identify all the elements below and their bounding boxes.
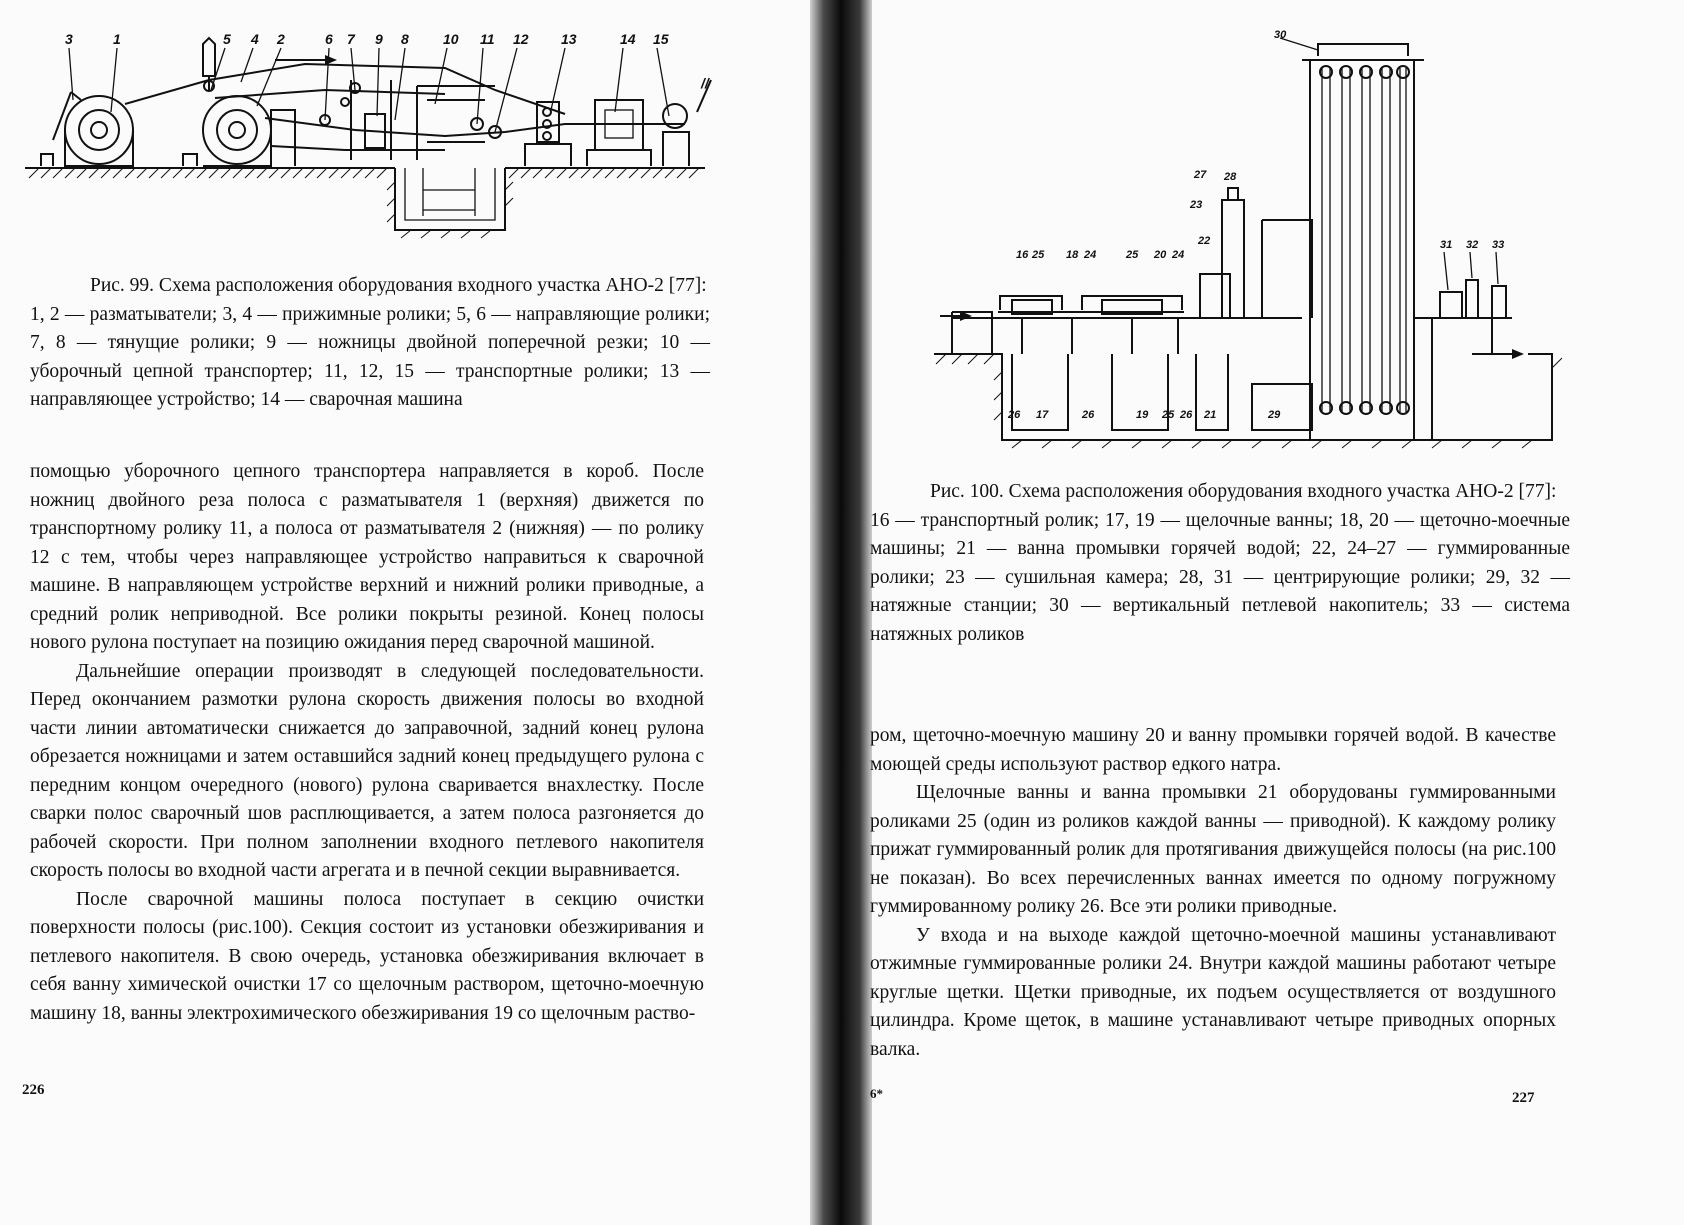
callout-20: 20 (1154, 249, 1167, 261)
figure-99-title: Рис. 99. Схема расположения оборудования входного участка АНО-2 [77]: (90, 275, 707, 296)
left-paragraph-1: помощью уборочного цепного транспортера направляется в короб. После ножниц двойного реза полоса с разматывателя 1 (верхняя) движется по транспортному ролику 11, а полоса от разматывателя 2 (нижняя) — по ролику 12 с тем, чтобы через направляющее устройство направиться к сварочной машине. В направляющем устройстве верхний и нижний ролики приводные, а средний ролик неприводной. Все ролики покрыты резиной. Конец полосы нового рулона поступает на позицию ожидания перед сварочной машиной. (30, 461, 704, 653)
right-paragraph-2: Щелочные ванны и ванна промывки 21 оборудованы гуммированными роликами 25 (один из роликов каждой ванны — приводной). К каждому ролику прижат гуммированный ролик для протягивания движущейся полосы (на рис.100 не показан). Во всех перечисленных ваннах имеется по одному погружному гуммированному ролику 26. Все эти ролики приводные. (870, 782, 1556, 917)
callout-31: 31 (1440, 239, 1453, 251)
right-body-text (870, 722, 1556, 1064)
callout-28: 28 (1224, 171, 1237, 183)
callout-21: 21 (1204, 409, 1217, 421)
callout-32: 32 (1466, 239, 1479, 251)
callout-8: 8 (401, 31, 409, 47)
callout-2: 2 (277, 31, 285, 47)
left-paragraph-2: Дальнейшие операции производят в следующей последовательности. Перед окончанием размотки рулона скорость движения полосы во входной части линии автоматически снижается до заправочной, задний конец рулона обрезается ножницами и затем оставшийся задний конец предыдущего рулона с передним концом очередного (нового) рулона сваривается внахлестку. После сварки полос сварочный шов расплющивается, а затем полоса разгоняется до рабочей скорости. При полном заполнении входного петлевого накопителя скорость полосы во входной части агрегата и в печной секции выравнивается. (30, 660, 704, 881)
callout-30: 30 (1274, 29, 1287, 41)
callout-11: 11 (480, 31, 495, 47)
figure-100-legend: 16 — транспортный ролик; 17, 19 — щелочные ванны; 18, 20 — щеточно-моечные машины; 21 — ванна промывки горячей водой; 22, 24–27 — гуммированные ролики; 23 — сушильная камера; 28, 31 — центрирующие ролики; 29, 32 — натяжные станции; 30 — вертикальный петлевой накопитель; 33 — система натяжных роликов (870, 509, 1570, 645)
svg-text://: // (701, 75, 709, 91)
figure-99-legend: 1, 2 — разматыватели; 3, 4 — прижимные ролики; 5, 6 — направляющие ролики; 7, 8 — тянущие ролики; 9 — ножницы двойной поперечной резки; 10 — уборочный цепной транспортер; 11, 12, 15 — транспортные ролики; 13 — направляющее устройство; 14 — сварочная машина (30, 303, 710, 410)
figure-99 (25, 20, 735, 260)
book-spine (810, 0, 872, 1225)
signature-mark: 6* (870, 1086, 883, 1101)
callout-27: 27 (1194, 169, 1207, 181)
figure-100 (932, 20, 1572, 460)
callout-12: 12 (513, 31, 529, 47)
callout-29: 29 (1268, 409, 1281, 421)
callout-13: 13 (561, 31, 577, 47)
callout-3: 3 (65, 31, 73, 47)
callout-25c: 25 (1162, 409, 1175, 421)
left-page-number: 226 (22, 1082, 45, 1098)
right-paragraph-1: ром, щеточно-моечную машину 20 и ванну промывки горячей водой. В качестве моющей среды используют раствор едкого натра. (870, 725, 1556, 775)
callout-16: 16 (1016, 249, 1029, 261)
callout-4: 4 (251, 31, 259, 47)
callout-17: 17 (1036, 409, 1049, 421)
figure-99-caption (30, 272, 710, 415)
figure-100-caption (870, 478, 1570, 649)
right-page (872, 0, 1684, 1225)
callout-26b: 26 (1082, 409, 1095, 421)
right-paragraph-3: У входа и на выходе каждой щеточно-моечной машины устанавливают отжимные гуммированные ролики 24. Внутри каждой машины работают четыре круглые щетки. Щетки приводные, их подъем осуществляется от воздушного цилиндра. Кроме щеток, в машине устанавливают четыре приводных опорных валка. (870, 924, 1556, 1060)
callout-6: 6 (325, 31, 333, 47)
figure-100-title: Рис. 100. Схема расположения оборудования входного участка АНО-2 [77]: (930, 481, 1557, 502)
callout-24b: 24 (1172, 249, 1185, 261)
callout-26c: 26 (1180, 409, 1193, 421)
callout-10: 10 (443, 31, 459, 47)
callout-25a: 25 (1032, 249, 1045, 261)
callout-19: 19 (1136, 409, 1149, 421)
left-page (0, 0, 810, 1225)
callout-33: 33 (1492, 239, 1505, 251)
callout-15: 15 (653, 31, 669, 47)
callout-18: 18 (1066, 249, 1079, 261)
left-paragraph-3: После сварочной машины полоса поступает в секцию очистки поверхности полосы (рис.100). Секция состоит из установки обезжиривания и петлевого накопителя. В свою очередь, установка обезжиривания включает в себя ванну химической очистки 17 со щелочным раствором, щеточно-моечную машину 18, ванны электрохимического обезжиривания 19 со щелочным раство- (30, 888, 704, 1024)
callout-25b: 25 (1126, 249, 1139, 261)
callout-7: 7 (347, 31, 355, 47)
callout-5: 5 (223, 31, 231, 47)
callout-9: 9 (375, 31, 383, 47)
callout-22: 22 (1198, 235, 1211, 247)
callout-14: 14 (620, 31, 636, 47)
callout-1: 1 (113, 31, 121, 47)
figure-99-drawing (25, 20, 735, 260)
callout-24a: 24 (1084, 249, 1097, 261)
callout-26a: 26 (1008, 409, 1021, 421)
figure-100-drawing (932, 20, 1572, 460)
callout-23: 23 (1190, 199, 1203, 211)
left-body-text (30, 458, 704, 1028)
right-page-number: 227 (1512, 1090, 1535, 1106)
